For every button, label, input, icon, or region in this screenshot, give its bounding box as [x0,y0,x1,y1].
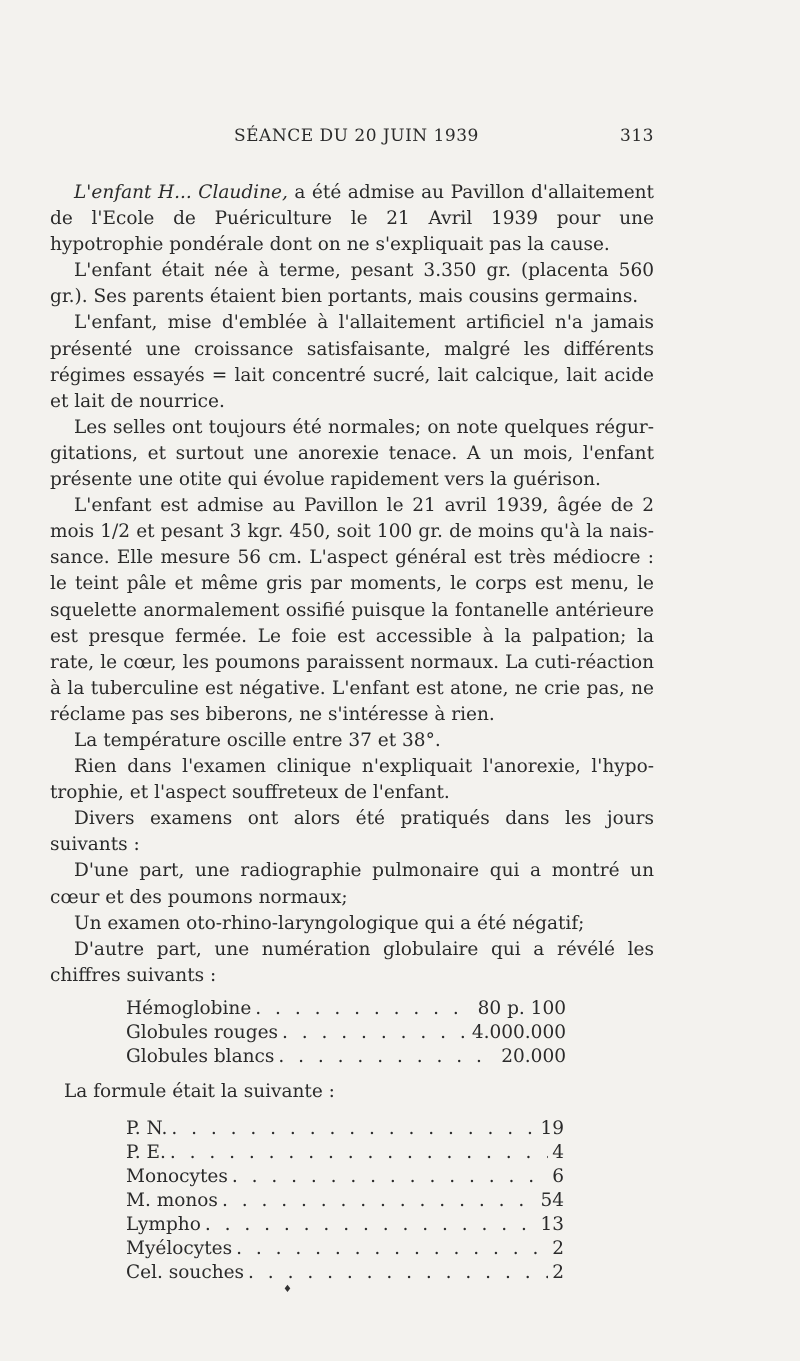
row-value: 13 [540,1214,564,1235]
row-label: Globules rouges [126,1021,279,1043]
blood-count-table [126,997,566,1069]
leader-dots [248,1261,548,1285]
row-label: Hémoglobine [126,997,252,1019]
row-label: M. monos [126,1190,218,1211]
row-value: 19 [540,1118,564,1139]
row-label: Myélocytes [126,1238,233,1259]
patient-name: L'enfant H... Claudine, [74,182,288,203]
paragraph: L'enfant est admise au Pavillon le 21 avril 1939, âgée de 2 mois 1/2 et pesant 3 kgr. 450, soit 100 gr. de moins qu'à la naissance. Elle mesure 56 cm. L'aspect général est très médiocre : le teint pâle et même gris par moments, le corps est menu, le squelette anormalement ossifié puisque la fontanelle antérieure est presque fermée. Le foie est accessible à la palpation; la rate, le cœur, les poumons paraissent normaux. La cuti-réaction à la tuberculine est négative. L'enfant est atone, ne crie pas, ne réclame pas ses biberons, ne s'intéresse à rien. [50,495,654,725]
leader-dots [278,1045,497,1069]
row-label: Monocytes [126,1166,228,1187]
formula-intro: La formule était la suivante : [64,1080,335,1102]
row-value: 6 [552,1166,564,1187]
row-value: 2 [552,1238,564,1259]
paragraph: Les selles ont toujours été normales; on note quelques régurgitations, et surtout une anorexie tenace. A un mois, l'enfant présente une otite qui évolue rapidement vers la guérison. [50,416,654,491]
row-value: 4 [552,1142,564,1163]
table-row [126,997,566,1021]
table-row [126,1189,564,1213]
table-row [126,1045,566,1069]
paragraph: Rien dans l'examen clinique n'expliquait l'anorexie, l'hypotrophie, et l'aspect souffreteux de l'enfant. [50,756,654,804]
row-label: Cel. souches [126,1262,245,1283]
paragraph: L'enfant était née à terme, pesant 3.350 gr. (placenta 560 gr.). Ses parents étaient bien portants, mais cousins germains. [50,260,654,308]
paragraph: La température oscille entre 37 et 38°. [74,729,441,751]
row-label: P. E. [126,1142,166,1163]
leader-dots [205,1213,537,1237]
formula-table [126,1117,564,1285]
row-value: 2 [552,1262,564,1283]
leader-dots [236,1237,548,1261]
row-value: 4.000.000 [471,1021,566,1043]
leader-dots [170,1141,548,1165]
running-header [234,126,654,146]
paragraph: Divers examens ont alors été pratiqués dans les jours suivants : [50,808,654,856]
row-label: P. N. [126,1118,168,1139]
leader-dots [255,997,473,1021]
ornament-icon: ♦ [283,1284,292,1295]
paragraph: L'enfant, mise d'emblée à l'allaitement artificiel n'a jamais présenté une croissance satisfaisante, malgré les différents régimes essayés = lait concentré sucré, lait calcique, lait acide et lait de nourrice. [50,312,654,412]
paragraph: D'autre part, une numération globulaire qui a révélé les chiffres suivants : [50,938,654,986]
leader-dots [282,1021,468,1045]
table-row [126,1261,564,1285]
table-row [126,1117,564,1141]
table-row [126,1165,564,1189]
row-value: 54 [540,1190,564,1211]
page-number: 313 [620,126,654,146]
table-row [126,1213,564,1237]
paragraph: L'enfant H... Claudine, a été admise au Pavillon d'allaitement de l'Ecole de Puériculture le 21 Avril 1939 pour une hypotrophie pondérale dont on ne s'expliquait pas la cause. [50,182,654,256]
table-row [126,1021,566,1045]
table-row [126,1237,564,1261]
paragraph: D'une part, une radiographie pulmonaire qui a montré un cœur et des poumons normaux; [50,860,654,908]
leader-dots [171,1117,536,1141]
paragraph: Un examen oto-rhino-laryngologique qui a été négatif; [74,912,585,934]
table-row [126,1141,564,1165]
leader-dots [222,1189,537,1213]
row-label: Globules blancs [126,1045,275,1067]
row-label: Lympho [126,1214,201,1235]
body-text [50,180,654,1285]
header-title: SÉANCE DU 20 JUIN 1939 [234,126,479,146]
leader-dots [232,1165,548,1189]
row-value: 80 p. 100 [477,997,566,1019]
row-value: 20.000 [501,1045,566,1067]
